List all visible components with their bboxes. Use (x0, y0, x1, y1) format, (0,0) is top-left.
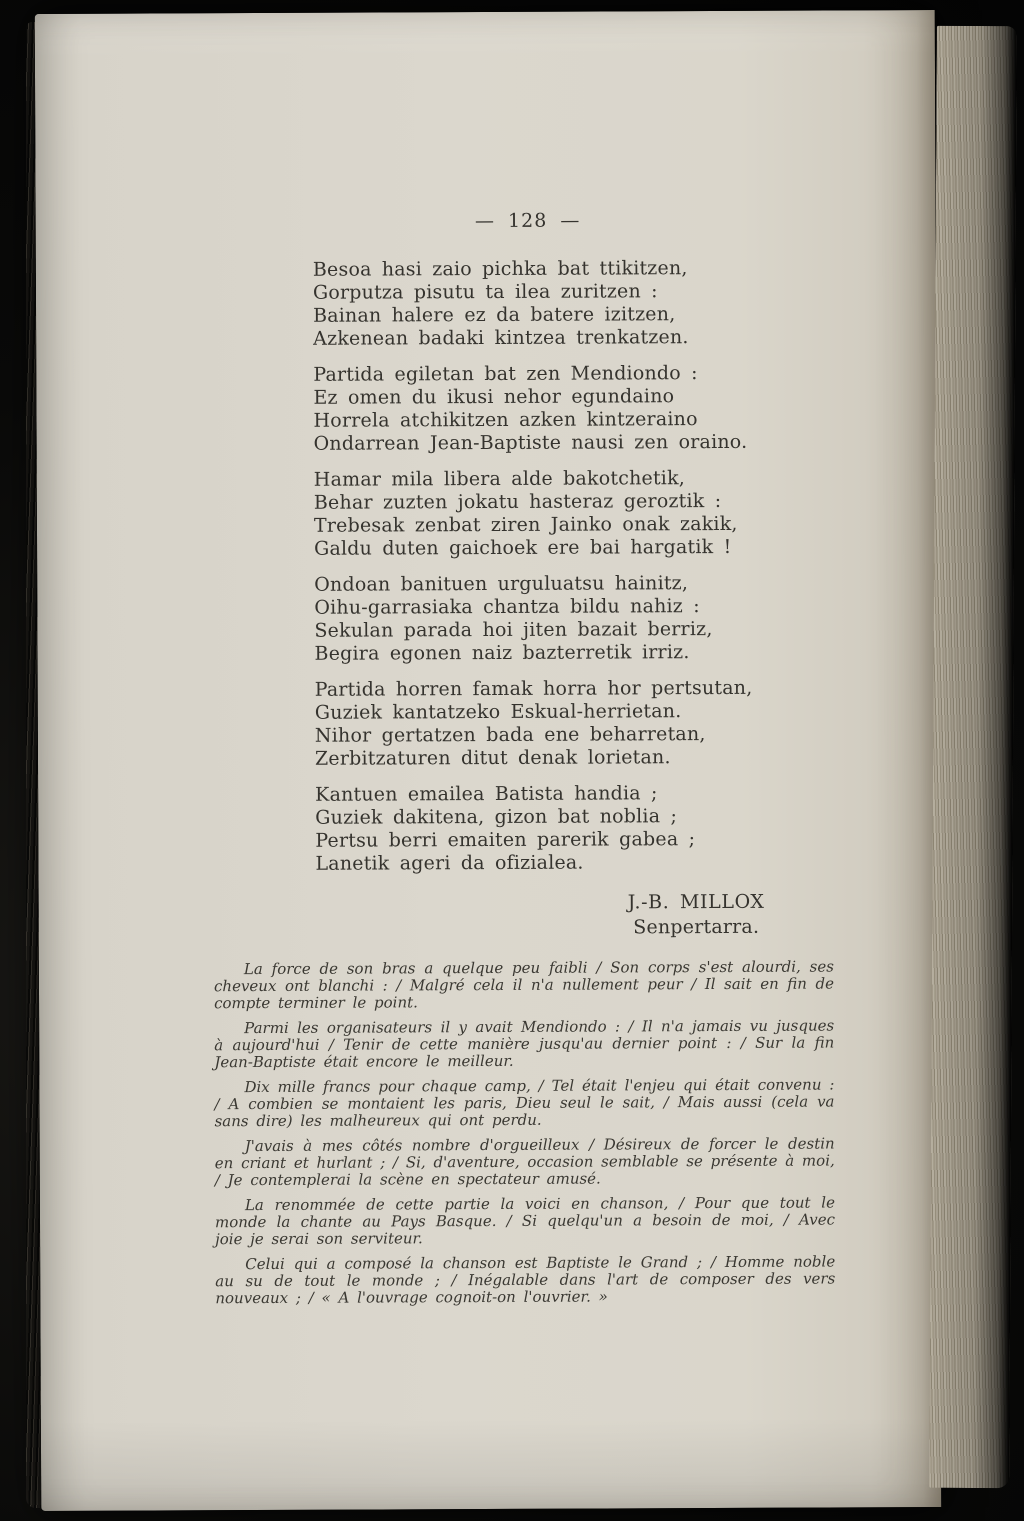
poem-stanza-6 (315, 782, 767, 876)
poem-line: Ez omen du ikusi nehor egundaino (313, 385, 675, 409)
poem-line: Partida horren famak horra hor pertsutan, (314, 676, 753, 701)
poem-line: Horrela atchikitzen azken kintzeraino (313, 408, 698, 432)
author-origin: Senpertarra. (633, 915, 760, 939)
poem-line: Besoa hasi zaio pichka bat ttikitzen, (312, 257, 688, 281)
poem-line: Pertsu berri emaiten parerik gabea ; (315, 828, 696, 852)
poem-line: Ondoan banituen urguluatsu hainitz, (314, 572, 689, 596)
poem-line: Nihor gertatzen bada ene beharretan, (314, 723, 706, 747)
translation-paragraph: La force de son bras a quelque peu faibli / Son corps s'est alourdi, ses cheveux ont blanchi : / Malgré cela il n'a nullement peur / Il sait en fin de compte terminer le point. (213, 957, 835, 1013)
book-page (35, 10, 942, 1511)
poem-line: Hamar mila libera alde bakotchetik, (313, 467, 686, 491)
author-signature (614, 890, 779, 941)
poem-line: Galdu duten gaichoek ere bai hargatik ! (314, 535, 732, 560)
poem-line: Azkenean badaki kintzea trenkatzen. (313, 326, 689, 350)
poem-stanza-5 (315, 677, 767, 771)
french-translation (214, 958, 836, 1315)
poem-line: Guziek dakitena, gizon bat noblia ; (315, 805, 678, 829)
poem-line: Oihu-garrasiaka chantza bildu nahiz : (314, 595, 700, 619)
poem-line: Begira egonen naiz bazterretik irriz. (314, 641, 690, 665)
poem-stanza-1 (313, 257, 765, 351)
poem-stanza-2 (313, 362, 765, 456)
poem-line: Bainan halere ez da batere izitzen, (313, 303, 676, 327)
poem-line: Guziek kantatzeko Eskual-herrietan. (314, 700, 682, 724)
translation-paragraph: Parmi les organisateurs il y avait Mendiondo : / Il n'a jamais vu jusques à aujourd'hui / Tenir de cette manière jusqu'au dernier point : / Sur la fin Jean-Baptiste était encore le meilleur. (214, 1016, 835, 1072)
poem-line: Lanetik ageri da ofizialea. (315, 851, 584, 875)
poem-line: Gorputza pisutu ta ilea zuritzen : (312, 280, 658, 304)
poem-line: Partida egiletan bat zen Mendiondo : (313, 362, 698, 386)
translation-paragraph: Dix mille francs pour chaque camp, / Tel était l'enjeu qui était convenu : / A combien se montaient les paris, Dieu seul le sait, / Mais aussi (cela va sans dire) les malheureux qui ont perdu. (214, 1075, 835, 1131)
page-number: — 128 — (474, 209, 581, 233)
translation-paragraph: Celui qui a composé la chanson est Baptiste le Grand ; / Homme noble au su de tout le monde ; / Inégalable dans l'art de composer des vers nouveaux ; / « A l'ouvrage cognoit-on l'ouvrier. » (215, 1252, 836, 1308)
poem-stanza-3 (314, 467, 766, 561)
translation-paragraph: J'avais à mes côtés nombre d'orgueilleux / Désireux de forcer le destin en criant et hurlant ; / Si, d'aventure, occasion semblable se présente à moi, / Je contemplerai la scène en spectateur amusé. (214, 1134, 835, 1190)
book-fore-edge (929, 26, 1017, 1488)
poem-line: Behar zuzten jokatu hasteraz geroztik : (313, 489, 722, 514)
author-name: J.-B. MILLOX (627, 890, 765, 914)
poem-line: Trebesak zenbat ziren Jainko onak zakik, (313, 512, 738, 537)
poem-line: Ondarrean Jean-Baptiste nausi zen oraino. (313, 430, 748, 455)
poem-stanza-4 (314, 572, 766, 666)
translation-paragraph: La renommée de cette partie la voici en chanson, / Pour que tout le monde la chante au Pays Basque. / Si quelqu'un a besoin de moi, / Avec joie je serai son serviteur. (214, 1193, 836, 1249)
poem-line: Sekulan parada hoi jiten bazait berriz, (314, 618, 713, 642)
poem-line: Zerbitzaturen ditut denak lorietan. (314, 746, 671, 770)
poem (313, 257, 768, 942)
poem-line: Kantuen emailea Batista handia ; (315, 782, 658, 806)
